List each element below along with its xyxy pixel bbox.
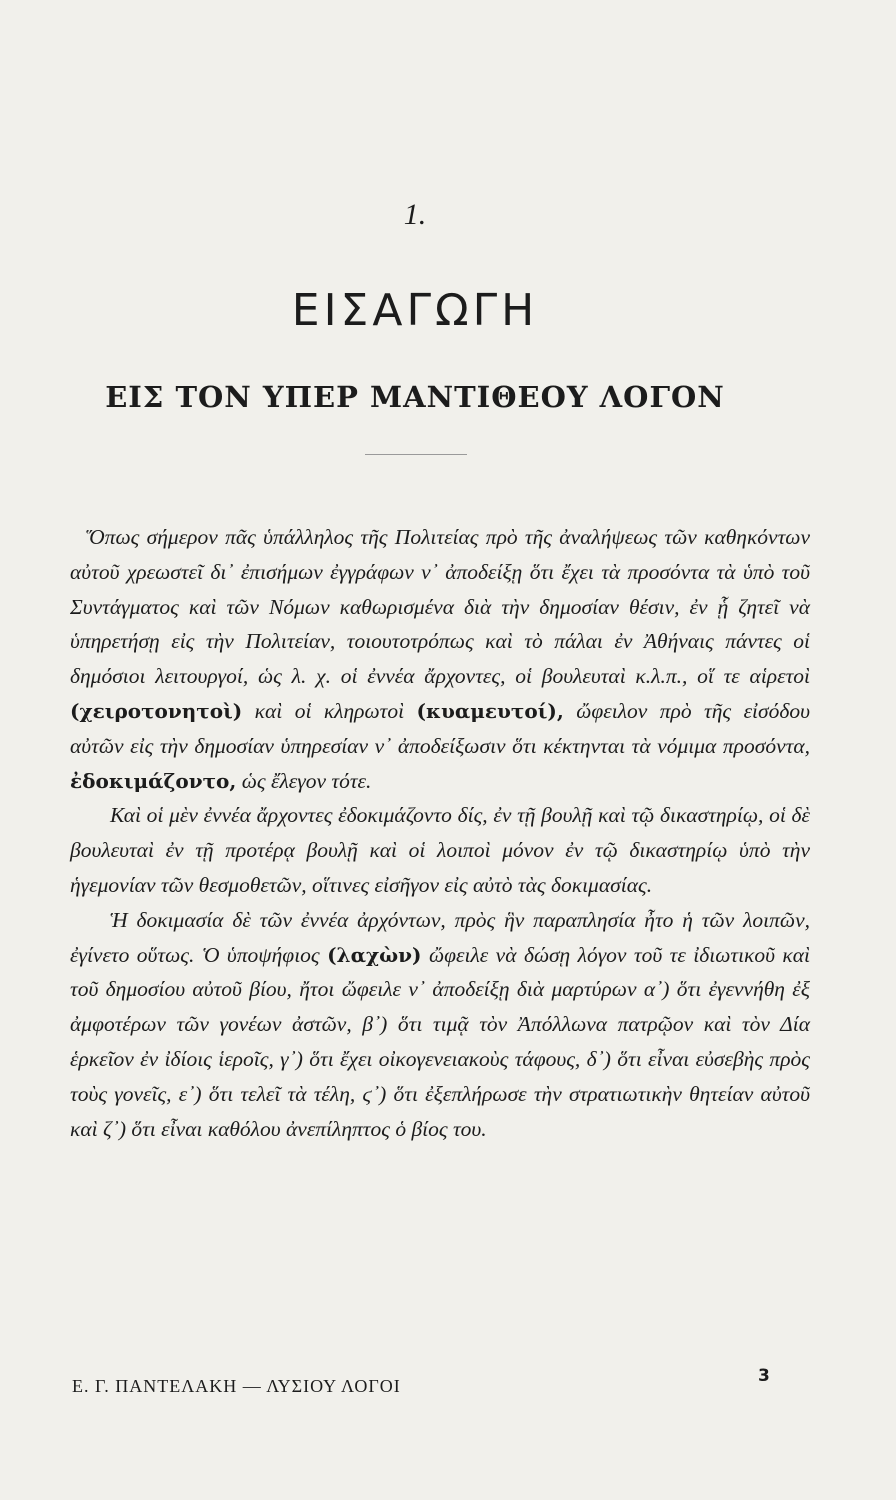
chapter-number: 1.	[403, 198, 427, 231]
paragraph-2: Καὶ οἱ μὲν ἐννέα ἄρχοντες ἐδοκιμάζοντο δίς, ἐν τῇ βουλῇ καὶ τῷ δικαστηρίῳ, οἱ δὲ βουλευταὶ ἐν τῇ προτέρᾳ βουλῇ καὶ οἱ λοιποὶ μόνον ἐν τῷ δικαστηρίῳ ὑπὸ τὴν ἡγεμονίαν τῶν θεσμοθετῶν, οἵτινες εἰσῆγον εἰς αὐτὸ τὰς δοκιμασίας.	[70, 803, 810, 897]
page-number: 3	[758, 1366, 770, 1386]
paragraph-3-part-2: ὤφειλε νὰ δώσῃ λόγον τοῦ τε ἰδιωτικοῦ καὶ τοῦ δημοσίου αὐτοῦ βίου, ἤτοι ὤφειλε ν᾽ ἀποδείξῃ διὰ μαρτύρων α᾽) ὅτι ἐγεννήθη ἐξ ἀμφοτέρων τῶν γονέων ἀστῶν, β᾽) ὅτι τιμᾷ τὸν Ἀπόλλωνα πατρῷον καὶ τὸν Δία ἑρκεῖον ἐν ἰδίοις ἱεροῖς, γ᾽) ὅτι ἔχει οἰκογενειακοὺς τάφους, δ᾽) ὅτι εἶναι εὐσεβὴς πρὸς τοὺς γονεῖς, ε᾽) ὅτι τελεῖ τὰ τέλη, ϛ᾽) ὅτι ἐξεπλήρωσε τὴν στρατιωτικὴν θητείαν αὐτοῦ καὶ ζ᾽) ὅτι εἶναι καθόλου ἀνεπίληπτος ὁ βίος του.	[70, 942, 810, 1141]
term-kyameftoi: (κυαμευτοί),	[416, 698, 564, 723]
paragraph-1	[70, 520, 810, 798]
term-cheirotonetoi: (χειροτονητοὶ)	[70, 698, 243, 723]
paragraph-1-part-4: ὡς ἔλεγον τότε.	[236, 768, 372, 793]
term-lachon: (λαχὼν)	[327, 942, 422, 967]
page-subtitle: ΕΙΣ ΤΟΝ ΥΠΕΡ ΜΑΝΤΙΘΕΟΥ ΛΟΓΟΝ	[105, 380, 725, 414]
paragraph-1-part-2: καὶ οἱ κληρωτοὶ	[242, 698, 417, 723]
body-text	[70, 520, 810, 1146]
paragraph-1-part-1: Ὅπως σήμερον πᾶς ὑπάλληλος τῆς Πολιτείας πρὸ τῆς ἀναλήψεως τῶν καθηκόντων αὐτοῦ χρεωστεῖ δι᾽ ἐπισήμων ἐγγράφων ν᾽ ἀποδείξῃ ὅτι ἔχει τὰ προσόντα τὰ ὑπὸ τοῦ Συντάγματος καὶ τῶν Νόμων καθωρισμένα διὰ τὴν δημοσίαν θέσιν, ἐν ᾗ ζητεῖ νὰ ὑπηρετήσῃ εἰς τὴν Πολιτείαν, τοιουτοτρόπως καὶ τὸ πάλαι ἐν Ἀθήναις πάντες οἱ δημόσιοι λειτουργοί, ὡς λ. χ. οἱ ἐννέα ἄρχοντες, οἱ βουλευταὶ κ.λ.π., οἵ τε αἱρετοὶ	[70, 525, 810, 689]
page-title: ΕΙΣΑΓΩΓΗ	[291, 285, 539, 336]
paragraph-3	[70, 903, 810, 1147]
paragraph-1-part-3: ὤφειλον πρὸ τῆς εἰσόδου αὐτῶν εἰς τὴν δημοσίαν ὑπηρεσίαν ν᾽ ἀποδείξωσιν ὅτι κέκτηνται τὰ νόμιμα προσόντα,	[70, 698, 810, 758]
paragraph-3-part-1: Ἡ δοκιμασία δὲ τῶν ἐννέα ἀρχόντων, πρὸς ἣν παραπλησία ἦτο ἡ τῶν λοιπῶν, ἐγίνετο οὕτως. Ὁ ὑποψήφιος	[70, 907, 810, 967]
title-divider	[365, 454, 467, 455]
term-edokimazonto: ἐδοκιμάζοντο,	[70, 768, 237, 793]
footer-author-title: Ε. Γ. ΠΑΝΤΕΛΑΚΗ — ΛΥΣΙΟΥ ΛΟΓΟΙ	[72, 1376, 401, 1396]
